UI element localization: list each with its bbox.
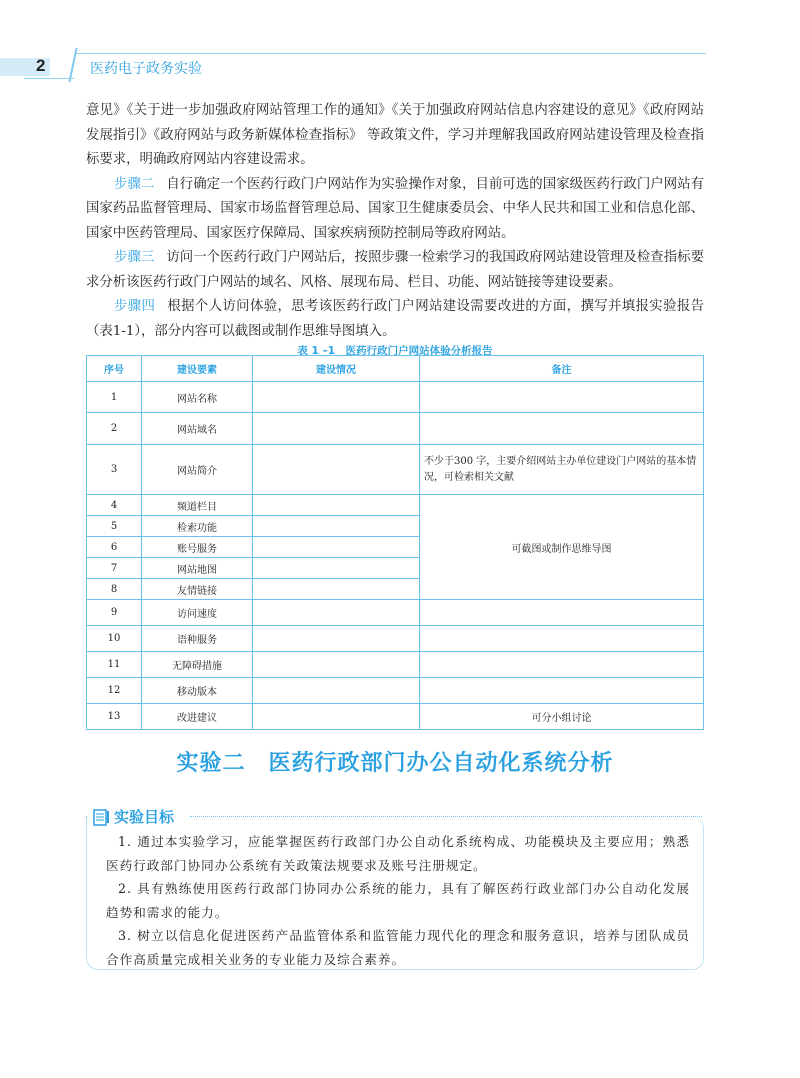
row-status [253,537,420,558]
objective-item: 3. 树立以信息化促进医药产品监管体系和监管能力现代化的理念和服务意识，培养与团队成员合作高质量完成相关业务的专业能力及综合素养。 [106,928,690,967]
row-note [420,678,704,704]
row-number: 5 [87,516,142,537]
notepad-icon [92,808,110,826]
step-label: 步骤四 [114,299,156,314]
table-row [87,678,704,704]
row-item: 语种服务 [142,626,253,652]
row-note [420,600,704,626]
objective-item: 1. 通过本实验学习，应能掌握医药行政部门办公自动化系统构成、功能模块及主要应用；熟悉医药行政部门协同办公系统有关政策法规要求及账号注册规定。 [106,834,690,873]
running-title: 医药电子政务实验 [90,61,202,77]
row-number: 2 [87,413,142,445]
row-number: 10 [87,626,142,652]
row-note: 不少于300 字，主要介绍网站主办单位建设门户网站的基本情况，可检索相关文献 [420,445,704,495]
row-item: 网站简介 [142,445,253,495]
header-underline [24,78,74,79]
section-title: 实验二 医药行政部门办公自动化系统分析 [176,751,614,776]
objective-item: 2. 具有熟练使用医药行政部门协同办公系统的能力，具有了解医药行政业部门办公自动化发展趋势和需求的能力。 [106,881,690,920]
row-number: 11 [87,652,142,678]
row-number: 6 [87,537,142,558]
body-text [86,99,704,344]
row-item: 网站域名 [142,413,253,445]
step-label: 步骤三 [114,250,155,265]
table-row [87,600,704,626]
row-status [253,445,420,495]
table-row [87,382,704,413]
row-item: 网站名称 [142,382,253,413]
table-row [87,413,704,445]
row-number: 9 [87,600,142,626]
table-row [87,652,704,678]
table-row [87,626,704,652]
row-item: 移动版本 [142,678,253,704]
row-item: 检索功能 [142,516,253,537]
row-note [420,382,704,413]
objectives-heading-text: 实验目标 [114,808,175,826]
header-cell: 序号 [87,356,142,382]
row-note [420,652,704,678]
row-number: 13 [87,704,142,730]
objectives-list [106,830,690,971]
row-status [253,600,420,626]
row-note [420,626,704,652]
row-item: 账号服务 [142,537,253,558]
row-status [253,516,420,537]
row-status [253,579,420,600]
row-number: 8 [87,579,142,600]
objectives-dotted-rule [190,816,702,817]
step-text: 访问一个医药行政门户网站后，按照步骤一检索学习的我国政府网站建设管理及检查指标要求分析该医药行政门户网站的域名、风格、展现布局、栏目、功能、网站链接等建设要素。 [86,250,705,290]
row-number: 1 [87,382,142,413]
table-row [87,445,704,495]
row-number: 7 [87,558,142,579]
row-item: 改进建议 [142,704,253,730]
row-status [253,382,420,413]
row-item: 频道栏目 [142,495,253,516]
row-number: 4 [87,495,142,516]
table-row [87,704,704,730]
paragraph-step4 [86,295,704,344]
table-caption: 表 1 –1 医药行政门户网站体验分析报告 [297,345,493,357]
row-item: 友情链接 [142,579,253,600]
header-cell: 建设要素 [142,356,253,382]
step-text: 自行确定一个医药行政门户网站作为实验操作对象，目前可选的国家级医药行政门户网站有国家药品监督管理局、国家市场监督管理总局、国家卫生健康委员会、中华人民共和国工业和信息化部、国家中医药管理局、国家医疗保障局、国家疾病预防控制局等政府网站。 [86,176,705,241]
objectives-heading [92,806,174,827]
row-note: 可截图或制作思维导图 [420,495,704,600]
row-item: 网站地图 [142,558,253,579]
row-status [253,652,420,678]
header-cell: 建设情况 [253,356,420,382]
step-text: 根据个人访问体验，思考该医药行政门户网站建设需要改进的方面，撰写并填报实验报告（表1-1），部分内容可以截图或制作思维导图填入。 [86,299,705,339]
row-number: 3 [87,445,142,495]
row-status [253,626,420,652]
row-item: 访问速度 [142,600,253,626]
row-status [253,558,420,579]
paragraph: 意见》《关于进一步加强政府网站管理工作的通知》《关于加强政府网站信息内容建设的意见》《政府网站发展指引》《政府网站与政务新媒体检查指标》 等政策文件，学习并理解我国政府网站建设管理及检查指标要求，明确政府网站内容建设需求。 [86,103,704,167]
header-cell: 备注 [420,356,704,382]
paragraph-step3 [86,246,704,295]
step-label: 步骤二 [114,176,155,192]
table-row [87,495,704,516]
row-status [253,678,420,704]
row-number: 12 [87,678,142,704]
row-status [253,704,420,730]
row-status [253,413,420,445]
row-item: 无障碍措施 [142,652,253,678]
paragraph-step2 [86,173,704,247]
row-note [420,413,704,445]
report-table [86,355,704,730]
row-note: 可分小组讨论 [420,704,704,730]
page-number: 2 [36,56,46,75]
row-status [253,495,420,516]
header-rule [76,53,706,54]
